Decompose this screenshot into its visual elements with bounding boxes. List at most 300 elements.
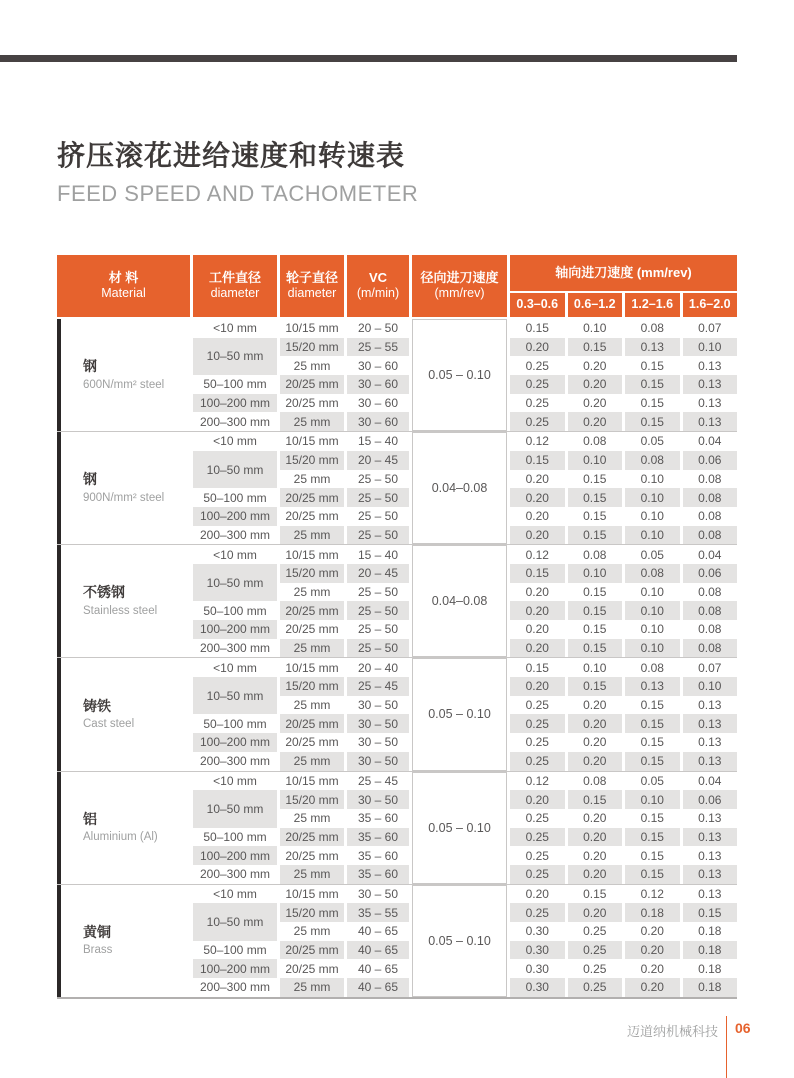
axial-feed-cell: 0.13 [683,714,738,733]
axial-feed-cell: 0.25 [568,941,623,960]
axial-feed-cell: 0.10 [625,639,680,658]
axial-feed-cell: 0.18 [683,978,738,997]
axial-feed-cell: 0.15 [640,396,664,411]
vc-cell: 20 – 50 [357,321,399,336]
axial-feed-cell: 0.25 [568,978,623,997]
axial-feed-cell: 0.13 [698,358,722,373]
wheel-diameter-cell: 20/25 mm [285,961,339,976]
vc-cell: 40 – 65 [347,978,409,997]
axial-feed-cell: 0.10 [683,338,738,357]
axial-feed-cell: 0.10 [625,601,680,620]
vc-cell: 30 – 50 [357,886,399,901]
workpiece-diameter-cell: 10–50 mm [193,903,277,940]
axial-feed-cell: 0.08 [583,773,607,788]
vc-cell: 30 – 50 [347,752,409,771]
wheel-diameter-cell: 20/25 mm [280,714,344,733]
axial-feed-cell: 0.15 [568,790,623,809]
axial-feed-cell: 0.25 [525,811,549,826]
axial-feed-cell: 0.08 [583,434,607,449]
workpiece-diameter-cell: <10 mm [213,321,257,336]
radial-feed-cell: 0.04–0.08 [412,432,507,544]
vc-cell: 30 – 60 [357,396,399,411]
material-group [57,432,737,545]
material-cell [57,885,190,997]
vc-cell: 30 – 50 [357,698,399,713]
vc-cell: 30 – 60 [347,412,409,431]
workpiece-diameter-cell: <10 mm [213,886,257,901]
axial-feed-cell: 0.25 [525,396,549,411]
axial-feed-cell: 0.15 [583,471,607,486]
wheel-diameter-cell: 20/25 mm [285,509,339,524]
axial-feed-cell: 0.15 [625,828,680,847]
wheel-diameter-cell: 25 mm [280,978,344,997]
axial-feed-cell: 0.08 [683,601,738,620]
axial-feed-cell: 0.20 [568,828,623,847]
axial-feed-cell: 0.18 [683,941,738,960]
material-cell [57,658,190,770]
material-spec: Stainless steel [83,605,158,618]
axial-feed-cell: 0.15 [510,451,565,470]
workpiece-diameter-cell: 100–200 mm [193,620,277,639]
workpiece-diameter-cell: 200–300 mm [199,414,271,429]
axial-feed-cell: 0.10 [625,488,680,507]
axial-feed-cell: 0.10 [625,526,680,545]
header-workpiece-zh: 工件直径 [208,270,261,286]
axial-feed-cell: 0.25 [525,358,549,373]
axial-feed-cell: 0.20 [510,790,565,809]
axial-feed-cell: 0.15 [640,848,664,863]
wheel-diameter-cell: 20/25 mm [280,601,344,620]
radial-feed-cell: 0.05 – 0.10 [412,658,507,770]
axial-feed-cell: 0.20 [583,848,607,863]
header-workpiece-en: diameter [210,286,260,301]
radial-feed-cell: 0.04–0.08 [412,545,507,657]
axial-feed-cell: 0.15 [683,903,738,922]
vc-cell: 25 – 45 [347,677,409,696]
axial-feed-cell: 0.25 [510,865,565,884]
vc-cell: 25 – 50 [347,526,409,545]
wheel-diameter-cell: 10/15 mm [285,660,339,675]
vc-cell: 30 – 50 [347,714,409,733]
wheel-diameter-cell: 25 mm [293,358,331,373]
header-wheel-zh: 轮子直径 [285,270,338,286]
workpiece-diameter-cell: 10–50 mm [193,790,277,827]
workpiece-diameter-cell: 200–300 mm [199,641,271,656]
axial-feed-cell: 0.07 [698,321,722,336]
wheel-diameter-cell: 20/25 mm [280,828,344,847]
vc-cell: 25 – 50 [347,488,409,507]
axial-feed-cell: 0.15 [640,735,664,750]
axial-feed-cell: 0.20 [510,488,565,507]
axial-feed-cell: 0.10 [583,321,607,336]
material-name: 不锈钢 [83,584,125,601]
wheel-diameter-cell: 20/25 mm [280,941,344,960]
wheel-diameter-cell: 15/20 mm [280,338,344,357]
material-group [57,545,737,658]
material-spec: Brass [83,944,113,957]
axial-feed-cell: 0.13 [683,828,738,847]
header-wheel-diameter [280,255,344,317]
axial-feed-cell: 0.08 [683,639,738,658]
axial-feed-cell: 0.10 [640,509,664,524]
material-cell [57,772,190,884]
wheel-diameter-cell: 25 mm [293,698,331,713]
material-spec: Cast steel [83,718,135,731]
axial-feed-cell: 0.15 [568,639,623,658]
axial-feed-cell: 0.15 [583,886,607,901]
vc-cell: 25 – 50 [357,622,399,637]
axial-feed-cell: 0.06 [683,790,738,809]
material-spec: Aluminium (Al) [83,831,158,844]
axial-feed-cell: 0.08 [640,660,664,675]
axial-feed-cell: 0.10 [640,584,664,599]
workpiece-diameter-cell: 50–100 mm [203,716,267,731]
axial-feed-cell: 0.15 [640,698,664,713]
vc-cell: 25 – 50 [347,601,409,620]
wheel-diameter-cell: 25 mm [280,752,344,771]
axial-feed-cell: 0.08 [583,547,607,562]
header-axial-range-3: 1.2–1.6 [625,293,680,317]
wheel-diameter-cell: 15/20 mm [280,790,344,809]
axial-feed-cell: 0.15 [568,677,623,696]
radial-feed-cell: 0.05 – 0.10 [412,885,507,997]
axial-feed-cell: 0.10 [640,471,664,486]
material-cell [57,545,190,657]
material-group [57,772,737,885]
header-wheel-en: diameter [287,286,337,301]
vc-cell: 35 – 60 [347,865,409,884]
axial-feed-cell: 0.10 [640,622,664,637]
axial-feed-cell: 0.15 [625,375,680,394]
workpiece-diameter-cell: 100–200 mm [193,733,277,752]
vc-cell: 25 – 50 [357,584,399,599]
header-axial-range-2: 0.6–1.2 [568,293,623,317]
axial-feed-cell: 0.20 [510,338,565,357]
wheel-diameter-cell: 15/20 mm [280,677,344,696]
footer-page-number: 06 [735,1020,751,1036]
material-group [57,319,737,432]
axial-feed-cell: 0.25 [510,752,565,771]
wheel-diameter-cell: 20/25 mm [285,848,339,863]
axial-feed-cell: 0.25 [510,714,565,733]
axial-feed-cell: 0.15 [583,584,607,599]
axial-feed-cell: 0.20 [568,375,623,394]
axial-feed-cell: 0.13 [698,698,722,713]
feed-speed-table [57,255,737,999]
header-workpiece-diameter [193,255,277,317]
axial-feed-cell: 0.13 [698,811,722,826]
axial-feed-cell: 0.20 [583,735,607,750]
axial-feed-cell: 0.05 [640,434,664,449]
workpiece-diameter-cell: 10–50 mm [193,451,277,488]
axial-feed-cell: 0.20 [510,526,565,545]
vc-cell: 35 – 60 [347,828,409,847]
axial-feed-cell: 0.20 [510,677,565,696]
workpiece-diameter-cell: <10 mm [213,660,257,675]
axial-feed-cell: 0.15 [583,622,607,637]
axial-feed-cell: 0.13 [698,735,722,750]
axial-feed-cell: 0.15 [568,488,623,507]
axial-feed-cell: 0.13 [698,848,722,863]
wheel-diameter-cell: 20/25 mm [285,735,339,750]
axial-feed-cell: 0.15 [568,601,623,620]
wheel-diameter-cell: 15/20 mm [280,564,344,583]
axial-feed-cell: 0.20 [568,752,623,771]
axial-feed-cell: 0.10 [568,564,623,583]
header-radial-en: (mm/rev) [434,286,485,301]
material-spec: 600N/mm² steel [83,378,165,391]
axial-feed-cell: 0.15 [583,509,607,524]
axial-feed-cell: 0.04 [698,547,722,562]
vc-cell: 30 – 60 [357,358,399,373]
vc-cell: 35 – 60 [357,848,399,863]
axial-feed-cell: 0.08 [683,526,738,545]
vc-cell: 20 – 45 [347,564,409,583]
header-material-zh: 材 料 [108,270,139,286]
workpiece-diameter-cell: 50–100 mm [203,490,267,505]
wheel-diameter-cell: 20/25 mm [285,622,339,637]
workpiece-diameter-cell: <10 mm [213,434,257,449]
vc-cell: 30 – 60 [347,375,409,394]
top-rule [0,55,737,62]
axial-feed-cell: 0.30 [510,941,565,960]
wheel-diameter-cell: 25 mm [293,584,331,599]
header-material [57,255,190,317]
workpiece-diameter-cell: 200–300 mm [199,980,271,995]
wheel-diameter-cell: 10/15 mm [285,547,339,562]
axial-feed-cell: 0.08 [625,564,680,583]
wheel-diameter-cell: 25 mm [293,471,331,486]
axial-feed-cell: 0.12 [640,886,664,901]
title-block [57,134,418,207]
axial-feed-cell: 0.15 [510,564,565,583]
axial-feed-cell: 0.13 [698,886,722,901]
wheel-diameter-cell: 25 mm [280,639,344,658]
workpiece-diameter-cell: 10–50 mm [193,677,277,714]
axial-feed-cell: 0.13 [625,677,680,696]
axial-feed-cell: 0.20 [525,509,549,524]
axial-feed-cell: 0.04 [698,773,722,788]
axial-feed-cell: 0.12 [525,773,549,788]
axial-feed-cell: 0.30 [525,961,549,976]
header-vc-zh: VC [368,270,388,286]
axial-feed-cell: 0.04 [698,434,722,449]
material-cell [57,319,190,431]
vc-cell: 20 – 45 [347,451,409,470]
wheel-diameter-cell: 20/25 mm [285,396,339,411]
axial-feed-cell: 0.15 [640,811,664,826]
workpiece-diameter-cell: 200–300 mm [199,527,271,542]
header-vc-en: (m/min) [356,286,400,301]
page-subtitle: FEED SPEED AND TACHOMETER [57,181,419,206]
axial-feed-cell: 0.08 [683,488,738,507]
header-axial-feed: 轴向进刀速度 (mm/rev) [510,255,737,291]
axial-feed-cell: 0.20 [625,941,680,960]
axial-feed-cell: 0.12 [525,434,549,449]
axial-feed-cell: 0.08 [698,509,722,524]
vc-cell: 35 – 55 [347,903,409,922]
wheel-diameter-cell: 25 mm [293,924,331,939]
header-axial-range-4: 1.6–2.0 [683,293,738,317]
axial-feed-cell: 0.20 [510,601,565,620]
wheel-diameter-cell: 15/20 mm [280,903,344,922]
vc-cell: 30 – 50 [357,735,399,750]
axial-feed-cell: 0.13 [625,338,680,357]
axial-feed-cell: 0.20 [568,903,623,922]
axial-feed-cell: 0.15 [568,526,623,545]
axial-feed-cell: 0.15 [625,714,680,733]
header-radial-feed [412,255,507,317]
axial-feed-cell: 0.08 [625,451,680,470]
axial-feed-cell: 0.25 [525,735,549,750]
footer-divider [726,1016,727,1078]
vc-cell: 25 – 45 [357,773,399,788]
axial-feed-cell: 0.15 [525,321,549,336]
workpiece-diameter-cell: 200–300 mm [199,754,271,769]
axial-feed-cell: 0.13 [683,752,738,771]
axial-feed-cell: 0.20 [625,978,680,997]
axial-feed-cell: 0.13 [698,396,722,411]
table-header [57,255,737,317]
axial-feed-cell: 0.20 [640,924,664,939]
axial-feed-cell: 0.18 [625,903,680,922]
vc-cell: 25 – 55 [347,338,409,357]
wheel-diameter-cell: 10/15 mm [285,773,339,788]
axial-feed-cell: 0.15 [625,865,680,884]
axial-feed-cell: 0.25 [510,375,565,394]
axial-feed-cell: 0.25 [583,961,607,976]
axial-feed-cell: 0.18 [698,961,722,976]
vc-cell: 40 – 65 [347,941,409,960]
axial-feed-cell: 0.20 [583,358,607,373]
material-name: 铝 [83,810,97,827]
workpiece-diameter-cell: 50–100 mm [203,603,267,618]
wheel-diameter-cell: 10/15 mm [285,886,339,901]
axial-feed-cell: 0.20 [525,622,549,637]
axial-feed-cell: 0.13 [683,865,738,884]
axial-feed-cell: 0.13 [683,375,738,394]
vc-cell: 25 – 50 [357,509,399,524]
axial-feed-cell: 0.06 [683,451,738,470]
axial-feed-cell: 0.20 [510,639,565,658]
material-spec: 900N/mm² steel [83,491,165,504]
workpiece-diameter-cell: 50–100 mm [203,377,267,392]
axial-feed-cell: 0.20 [525,471,549,486]
axial-feed-cell: 0.15 [625,412,680,431]
axial-feed-cell: 0.13 [683,412,738,431]
axial-feed-cell: 0.20 [525,584,549,599]
axial-feed-cell: 0.25 [510,412,565,431]
axial-feed-cell: 0.25 [510,903,565,922]
axial-feed-cell: 0.15 [625,752,680,771]
axial-feed-cell: 0.20 [568,412,623,431]
wheel-diameter-cell: 20/25 mm [280,488,344,507]
workpiece-diameter-cell: 100–200 mm [193,959,277,978]
material-group [57,658,737,771]
axial-feed-cell: 0.12 [525,547,549,562]
workpiece-diameter-cell: 50–100 mm [203,829,267,844]
axial-feed-cell: 0.08 [698,471,722,486]
radial-feed-cell: 0.05 – 0.10 [412,772,507,884]
axial-feed-cell: 0.30 [510,978,565,997]
workpiece-diameter-cell: 100–200 mm [193,507,277,526]
axial-feed-cell: 0.25 [525,848,549,863]
axial-feed-cell: 0.30 [525,924,549,939]
wheel-diameter-cell: 25 mm [280,865,344,884]
axial-feed-cell: 0.10 [683,677,738,696]
axial-feed-cell: 0.05 [640,547,664,562]
axial-feed-cell: 0.10 [625,790,680,809]
axial-feed-cell: 0.20 [583,698,607,713]
header-axial-range-1: 0.3–0.6 [510,293,565,317]
axial-feed-cell: 0.08 [640,321,664,336]
axial-feed-cell: 0.20 [568,865,623,884]
wheel-diameter-cell: 25 mm [280,412,344,431]
axial-feed-cell: 0.25 [525,698,549,713]
workpiece-diameter-cell: 100–200 mm [193,846,277,865]
axial-feed-cell: 0.20 [525,886,549,901]
axial-feed-cell: 0.08 [698,622,722,637]
axial-feed-cell: 0.15 [640,358,664,373]
axial-feed-cell: 0.20 [583,811,607,826]
axial-feed-cell: 0.15 [525,660,549,675]
wheel-diameter-cell: 10/15 mm [285,321,339,336]
workpiece-diameter-cell: 200–300 mm [199,867,271,882]
axial-feed-cell: 0.05 [640,773,664,788]
material-name: 钢 [83,358,97,375]
vc-cell: 35 – 60 [357,811,399,826]
axial-feed-cell: 0.10 [583,660,607,675]
vc-cell: 25 – 50 [357,471,399,486]
material-name: 铸铁 [83,697,111,714]
material-group [57,885,737,999]
radial-feed-cell: 0.05 – 0.10 [412,319,507,431]
axial-feed-cell: 0.25 [583,924,607,939]
vc-cell: 15 – 40 [357,547,399,562]
axial-feed-cell: 0.20 [568,714,623,733]
wheel-diameter-cell: 20/25 mm [280,375,344,394]
axial-feed-cell: 0.10 [568,451,623,470]
workpiece-diameter-cell: 100–200 mm [193,394,277,413]
vc-cell: 40 – 65 [357,924,399,939]
footer-company: 迈道纳机械科技 [626,1024,718,1039]
workpiece-diameter-cell: 50–100 mm [203,943,267,958]
vc-cell: 30 – 50 [347,790,409,809]
workpiece-diameter-cell: 10–50 mm [193,338,277,375]
axial-feed-cell: 0.06 [683,564,738,583]
header-vc [347,255,409,317]
vc-cell: 15 – 40 [357,434,399,449]
axial-feed-cell: 0.20 [640,961,664,976]
vc-cell: 25 – 50 [347,639,409,658]
header-radial-zh: 径向进刀速度 [420,270,499,286]
axial-feed-cell: 0.15 [568,338,623,357]
workpiece-diameter-cell: 10–50 mm [193,564,277,601]
axial-feed-cell: 0.08 [698,584,722,599]
vc-cell: 20 – 40 [357,660,399,675]
header-material-en: Material [101,286,146,301]
wheel-diameter-cell: 10/15 mm [285,434,339,449]
material-name: 钢 [83,471,97,488]
page-title: 挤压滚花进给速度和转速表 [57,140,406,171]
axial-feed-cell: 0.20 [583,396,607,411]
table-body [57,319,737,999]
wheel-diameter-cell: 25 mm [293,811,331,826]
workpiece-diameter-cell: <10 mm [213,773,257,788]
wheel-diameter-cell: 15/20 mm [280,451,344,470]
material-name: 黄铜 [83,923,111,940]
workpiece-diameter-cell: <10 mm [213,547,257,562]
